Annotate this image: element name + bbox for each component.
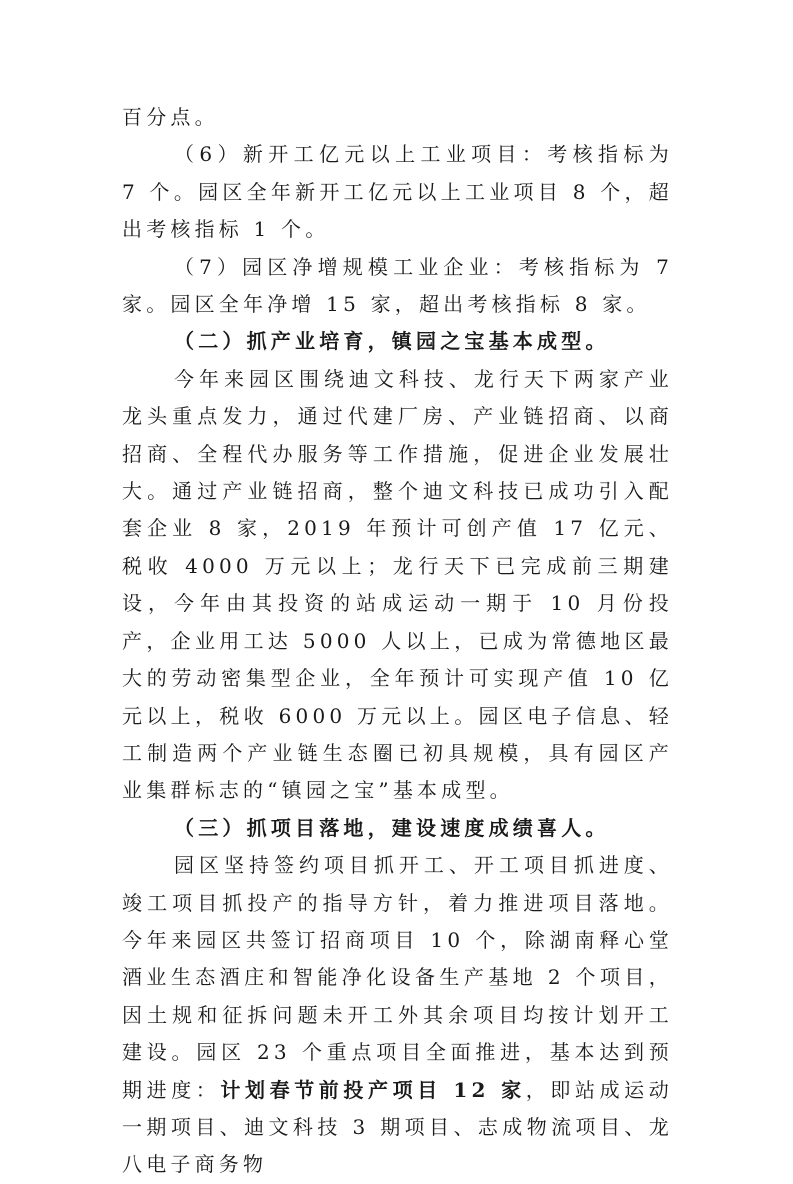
paragraph-industry-cultivation: 今年来园区围绕迪文科技、龙行天下两家产业龙头重点发力，通过代建厂房、产业链招商、以商招商、全程代办服务等工作措施，促进企业发展壮大。通过产业链招商，整个迪文科技已成功引入配套企业 8 家，2019 年预计可创产值 17 亿元、税收 4000 万元以上；龙行天下已完成前三期建设，今年由其投资的站成运动一期于 10 月份投产，企业用工达 5000 人以上，已成为常德地区最大的劳动密集型企业，全年预计可实现产值 10 亿元以上，税收 6000 万元以上。园区电子信息、轻工制造两个产业链生态圈已初具规模，具有园区产业集群标志的“镇园之宝”基本成型。 (122, 366, 673, 803)
paragraph-item-6: （6）新开工亿元以上工业项目：考核指标为 7 个。园区全年新开工亿元以上工业项目 8 个，超出考核指标 1 个。 (122, 142, 673, 242)
paragraph-item-7: （7）园区净增规模工业企业：考核指标为 7 家。园区全年净增 15 家，超出考核指标 8 家。 (122, 254, 673, 317)
section-heading-2: （二）抓产业培育，镇园之宝基本成型。 (174, 329, 610, 354)
section-heading-3: （三）抓项目落地，建设速度成绩喜人。 (174, 815, 610, 840)
paragraph-continuation: 百分点。 (122, 105, 219, 129)
paragraph-text-before: 园区坚持签约项目抓开工、开工项目抓进度、竣工项目抓投产的指导方针，着力推进项目落地。今年来园区共签订招商项目 10 个，除湖南释心堂酒业生态酒庄和智能净化设备生产基地 2 个项目，因土规和征拆问题未开工外其余项目均按计划开工建设。园区 23 个重点项目全面推进，基本达到预期进度： (122, 853, 673, 1102)
paragraph-project-landing (122, 847, 673, 1184)
document-page (122, 99, 673, 1184)
paragraph-text-after: ，即站成运动一期项目、迪文科技 3 期项目、志成物流项目、龙八电子商务物 (122, 1077, 673, 1177)
bold-highlight: 计划春节前投产项目 12 家 (220, 1077, 526, 1102)
